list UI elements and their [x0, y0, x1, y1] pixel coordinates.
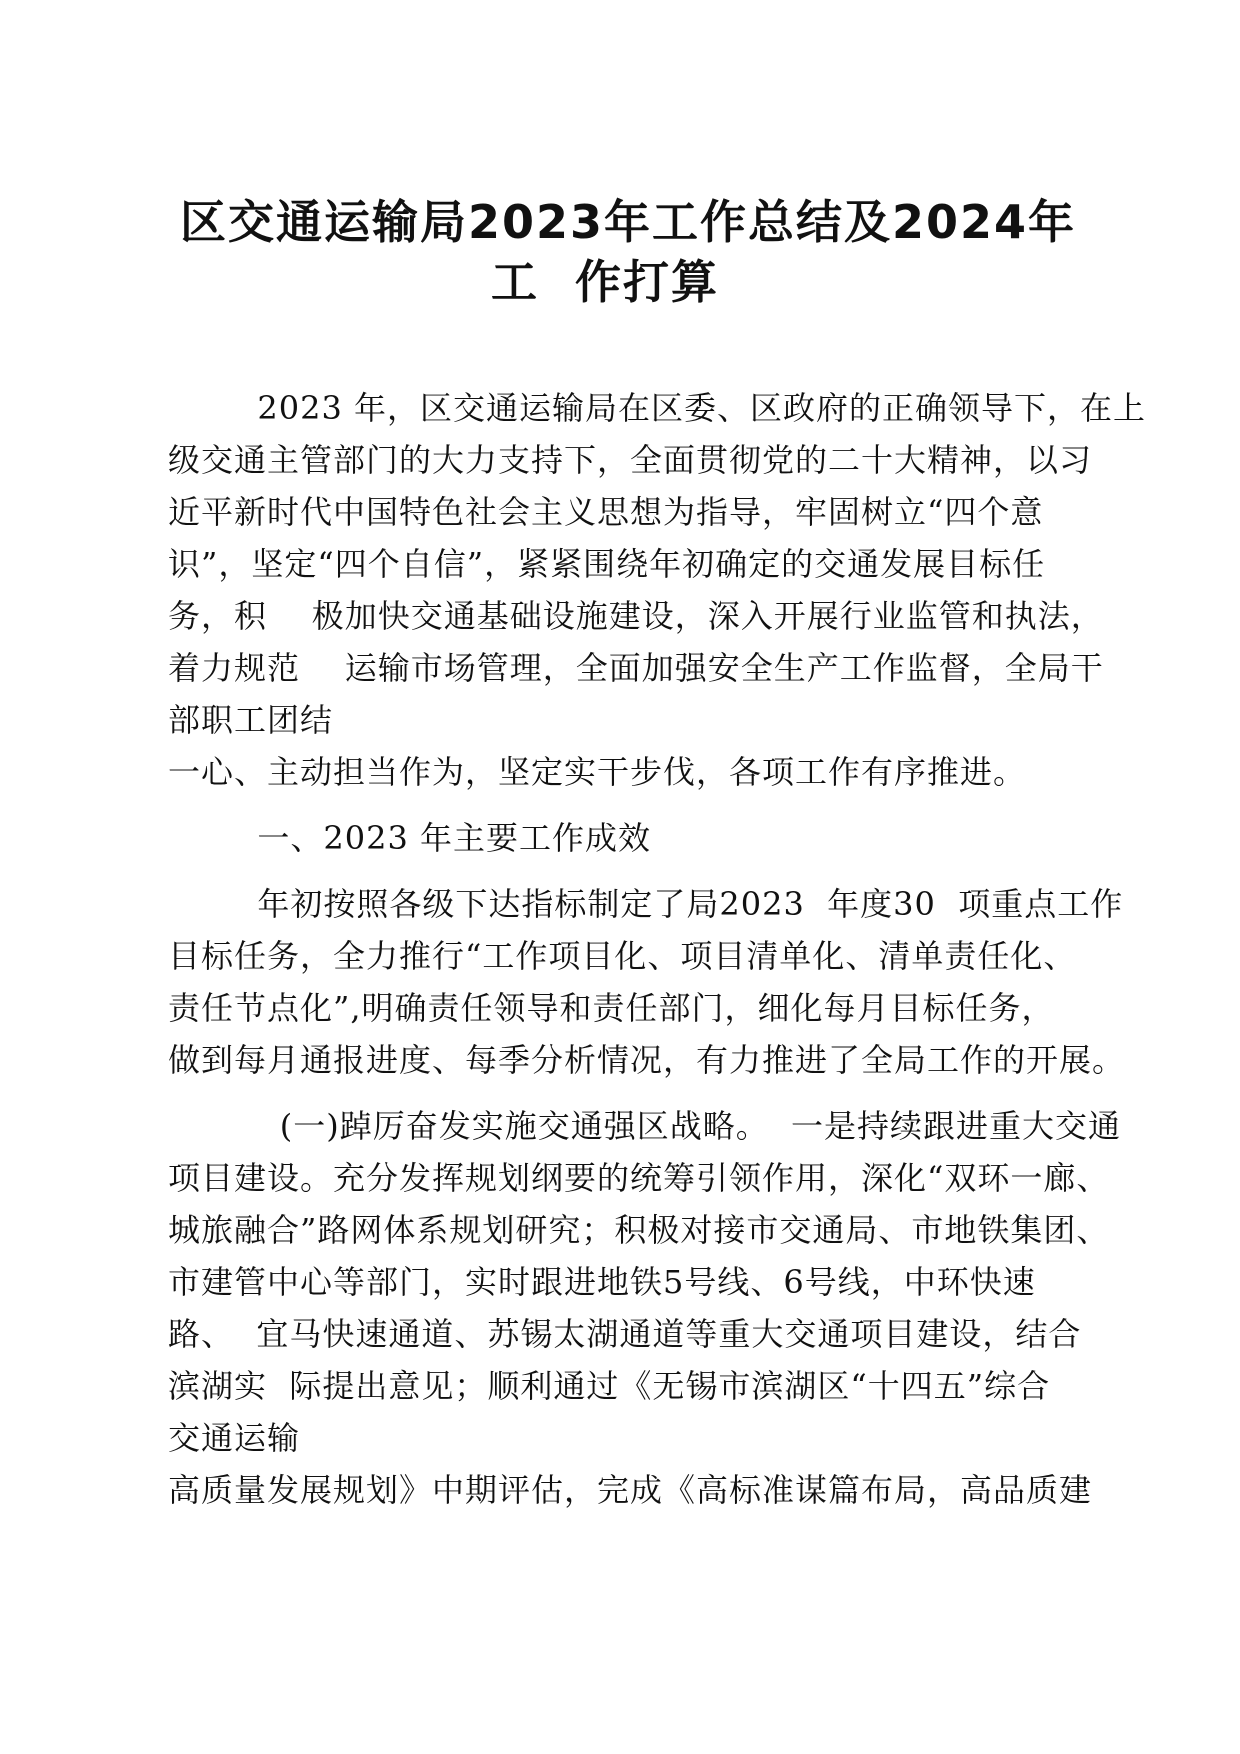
text-line: 交通运输 — [168, 1419, 301, 1457]
text-line: 城旅融合”路网体系规划研究；积极对接市交通局、市地铁集团、 — [168, 1211, 1110, 1249]
section-heading: 一、2023 年主要工作成效 — [168, 819, 651, 857]
title-line-1: 区交通运输局2023年工作总结及2024年 — [180, 195, 1077, 249]
text-line: 部职工团结 — [168, 701, 334, 739]
text-line: 务，积 极加快交通基础设施建设，深入开展行业监管和执法， — [168, 597, 1104, 635]
text-line: 路、 宜马快速通道、苏锡太湖通道等重大交通项目建设，结合 — [168, 1315, 1082, 1353]
text-line: 近平新时代中国特色社会主义思想为指导，牢固树立“四个意 — [168, 493, 1044, 531]
text-line: (一)踔厉奋发实施交通强区战略。 一是持续跟进重大交通 — [168, 1107, 1122, 1145]
text-line: 级交通主管部门的大力支持下，全面贯彻党的二十大精神，以习 — [168, 441, 1093, 479]
text-line: 识”，坚定“四个自信”，紧紧围绕年初确定的交通发展目标任 — [168, 545, 1046, 583]
text-line: 项目建设。充分发挥规划纲要的统筹引领作用，深化“双环一廊、 — [168, 1159, 1110, 1197]
text-line: 市建管中心等部门，实时跟进地铁5号线、6号线，中环快速 — [168, 1263, 1036, 1301]
text-line: 着力规范 运输市场管理，全面加强安全生产工作监督，全局干 — [168, 649, 1104, 687]
paragraph-strategy — [168, 1100, 1122, 1516]
spacer — [168, 1086, 1098, 1100]
text-line: 2023 年，区交通运输局在区委、区政府的正确领导下，在上 — [168, 389, 1146, 427]
title-line-2: 工 作打算 — [490, 255, 720, 309]
paragraph-targets — [168, 878, 1126, 1086]
paragraph-intro — [168, 382, 1146, 798]
spacer — [168, 864, 1098, 878]
document-body — [168, 382, 1146, 1516]
text-line: 滨湖实 际提出意见；顺利通过《无锡市滨湖区“十四五”综合 — [168, 1367, 1051, 1405]
text-line: 做到每月通报进度、每季分析情况，有力推进了全局工作的开展。 — [168, 1041, 1126, 1079]
text-line: 目标任务，全力推行“工作项目化、项目清单化、清单责任化、 — [168, 937, 1077, 975]
text-line: 一心、主动担当作为，坚定实干步伐，各项工作有序推进。 — [168, 753, 1027, 791]
document-title — [150, 192, 1100, 312]
text-line: 高质量发展规划》中期评估，完成《高标准谋篇布局，高品质建 — [168, 1471, 1093, 1509]
text-line: 年初按照各级下达指标制定了局2023 年度30 项重点工作 — [168, 885, 1124, 923]
text-line: 责任节点化”,明确责任领导和责任部门，细化每月目标任务， — [168, 989, 1055, 1027]
spacer — [168, 798, 1098, 812]
